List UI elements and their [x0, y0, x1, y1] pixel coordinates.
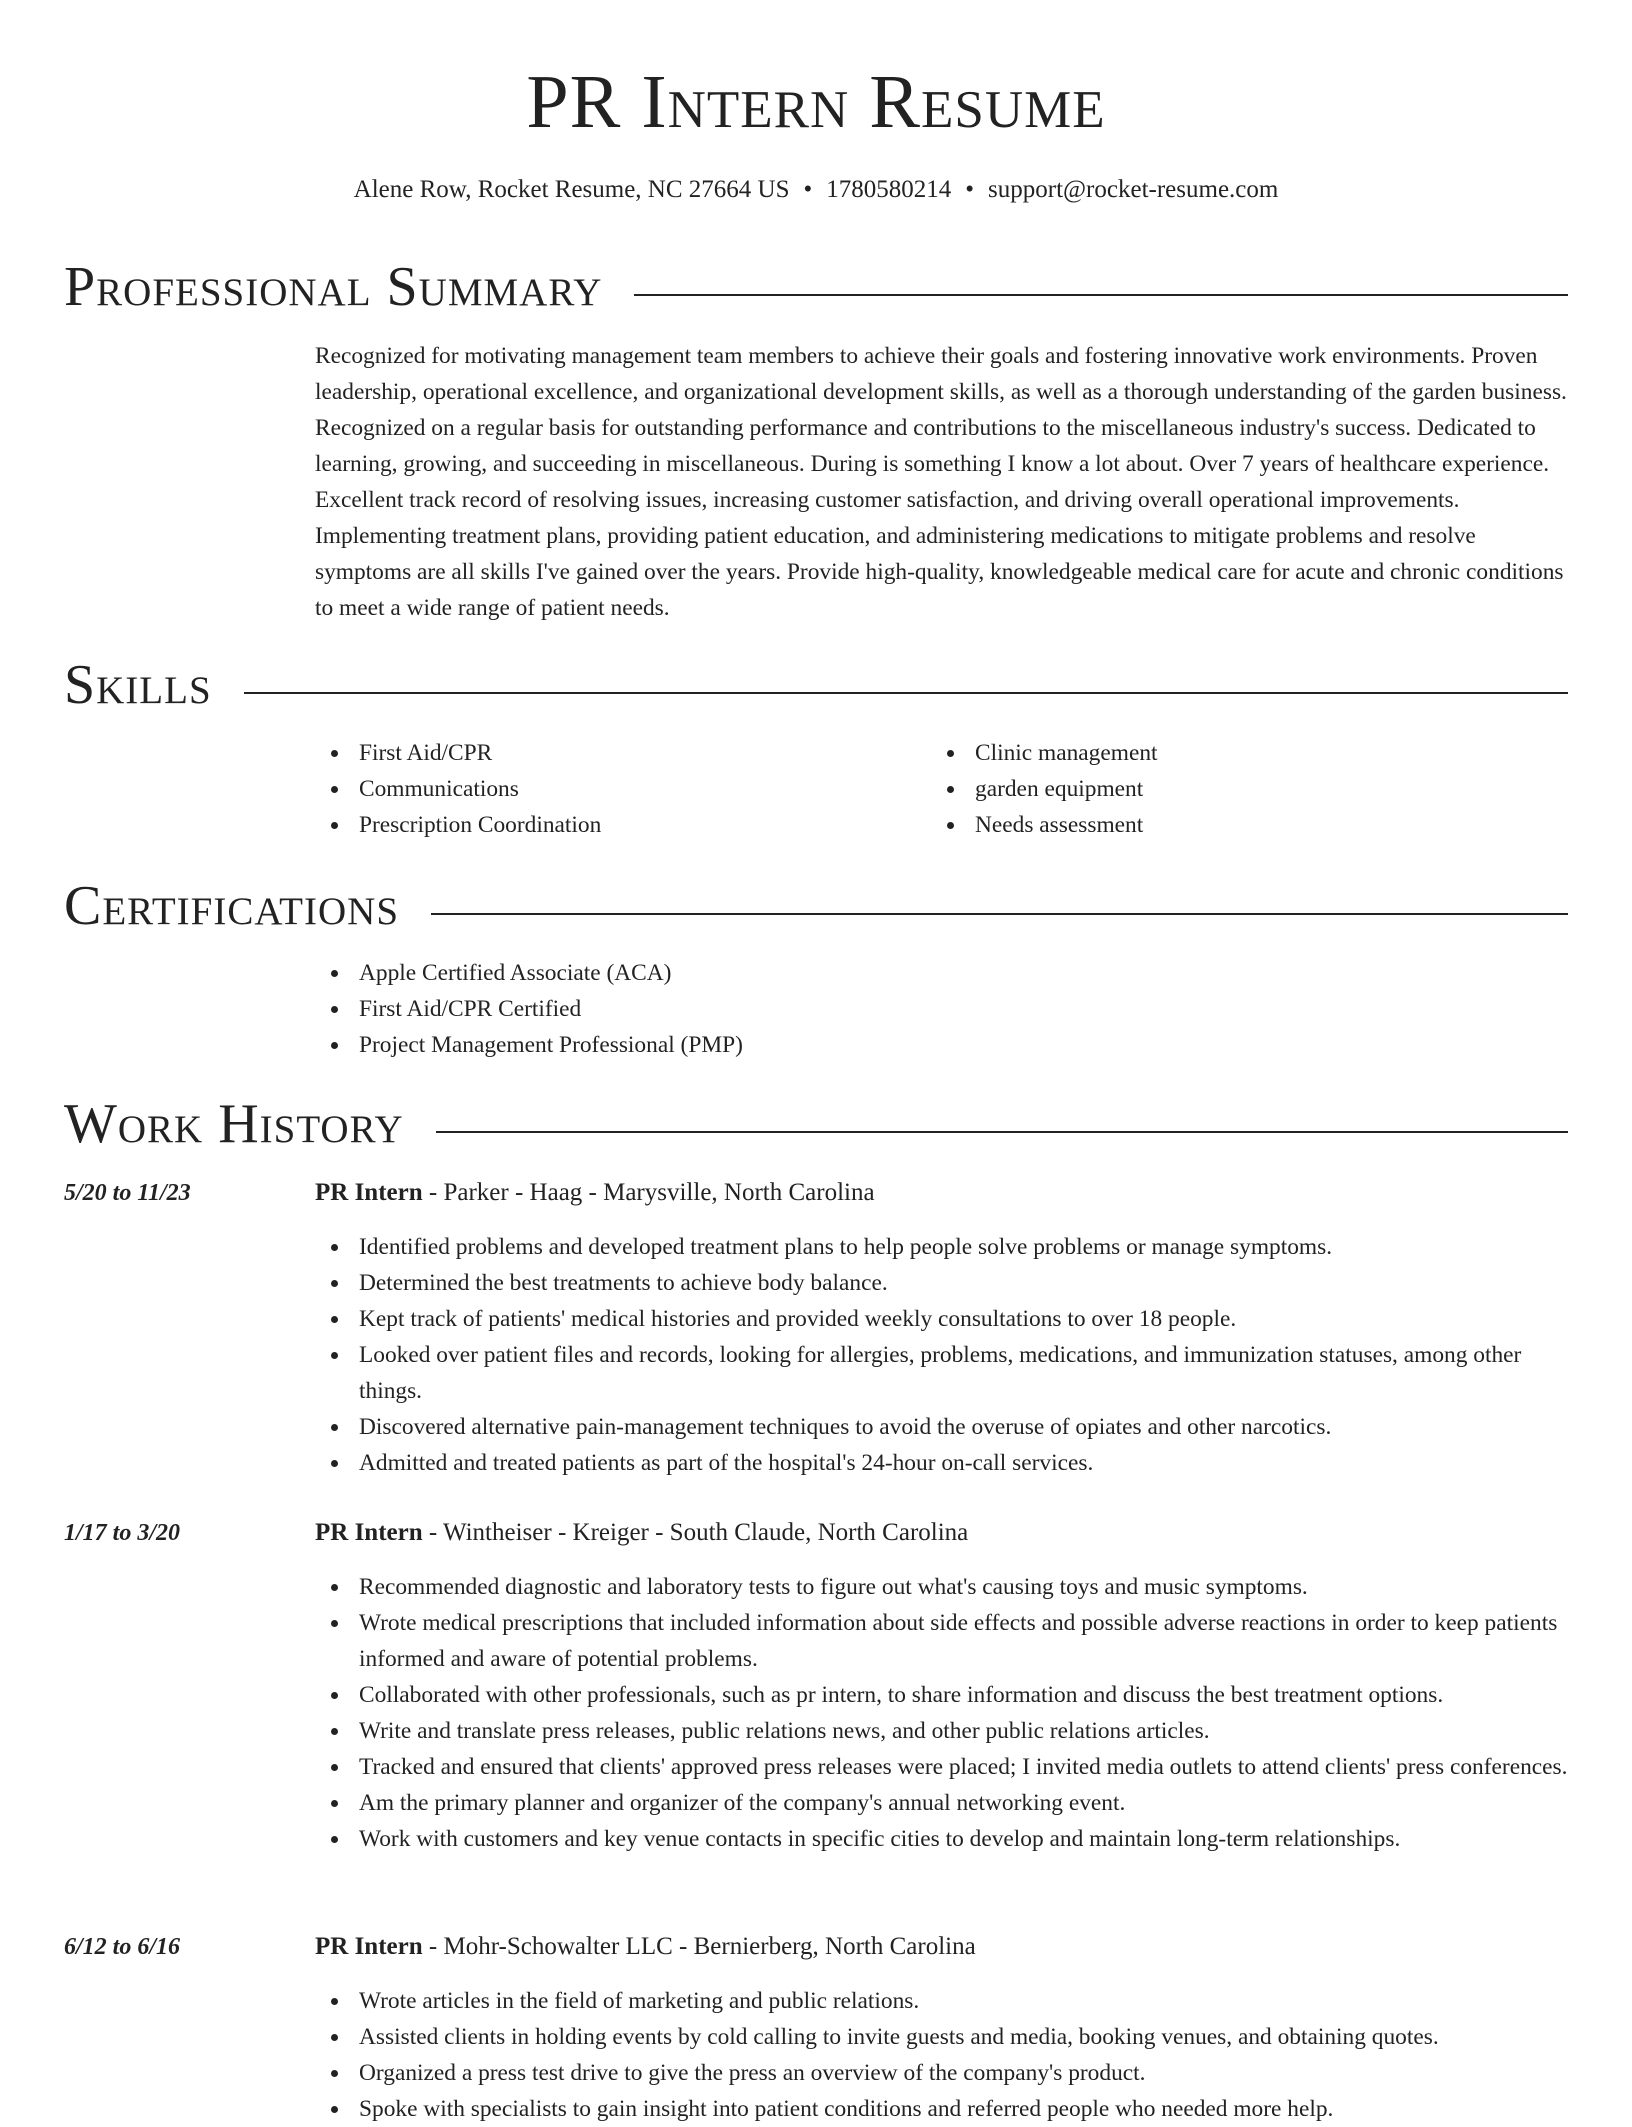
work-duty-item: Looked over patient files and records, looking for allergies, problems, medications, and immunization statuses, among other things.: [315, 1337, 1568, 1409]
work-duty-item: Wrote articles in the field of marketing and public relations.: [315, 1983, 1568, 2019]
work-dates: 5/20 to 11/23: [64, 1180, 191, 1206]
work-section-heading: [64, 1089, 1568, 1159]
work-duty-item: Collaborated with other professionals, such as pr intern, to share information and discuss the best treatment options.: [315, 1677, 1568, 1713]
skills-section-title: Skills: [64, 650, 244, 720]
work-duty-item: Write and translate press releases, public relations news, and other public relations articles.: [315, 1713, 1568, 1749]
work-duties-list: [315, 1983, 1568, 2127]
skills-list-left: [315, 735, 915, 843]
work-duty-item: Tracked and ensured that clients' approved press releases were placed; I invited media outlets to attend clients' press conferences.: [315, 1749, 1568, 1785]
work-duty-item: Kept track of patients' medical histories and provided weekly consultations to over 18 people.: [315, 1301, 1568, 1337]
certification-item: First Aid/CPR Certified: [315, 991, 1215, 1027]
work-role: PR Intern: [315, 1519, 423, 1546]
work-heading: [315, 1175, 875, 1211]
work-heading: [315, 1515, 968, 1551]
work-details: - Parker - Haag - Marysville, North Carolina: [422, 1179, 875, 1206]
contact-separator: •: [965, 176, 975, 203]
skill-item: Clinic management: [931, 735, 1531, 771]
skill-item: Communications: [315, 771, 915, 807]
work-dates: 6/12 to 6/16: [64, 1934, 181, 1960]
certifications-section-title: Certifications: [64, 871, 431, 941]
skills-section-heading: [64, 650, 1568, 720]
summary-section-title: Professional Summary: [64, 252, 634, 322]
skill-item: Needs assessment: [931, 807, 1531, 843]
skill-item: garden equipment: [931, 771, 1531, 807]
work-role: PR Intern: [315, 1933, 423, 1960]
certification-item: Apple Certified Associate (ACA): [315, 955, 1215, 991]
work-details: - Mohr-Schowalter LLC - Bernierberg, North Carolina: [422, 1933, 976, 1960]
work-duty-item: Am the primary planner and organizer of the company's annual networking event.: [315, 1785, 1568, 1821]
work-duty-item: Spoke with specialists to gain insight into patient conditions and referred people who needed more help.: [315, 2091, 1568, 2127]
contact-address: Alene Row, Rocket Resume, NC 27664 US: [353, 176, 790, 203]
work-duty-item: Work with customers and key venue contacts in specific cities to develop and maintain long-term relationships.: [315, 1821, 1568, 1857]
summary-paragraph: Recognized for motivating management team members to achieve their goals and fostering innovative work environments. Proven leadership, operational excellence, and organizational development skills, as well as a thorough understanding of the garden business. Recognized on a regular basis for outstanding performance and contributions to the miscellaneous industry's success. Dedicated to learning, growing, and succeeding in miscellaneous. During is something I know a lot about. Over 7 years of healthcare experience. Excellent track record of resolving issues, increasing customer satisfaction, and driving overall operational improvements. Implementing treatment plans, providing patient education, and administering medications to mitigate problems and resolve symptoms are all skills I've gained over the years. Provide high-quality, knowledgeable medical care for acute and chronic conditions to meet a wide range of patient needs.: [315, 343, 1567, 621]
contact-line: [0, 174, 1632, 206]
certifications-section-heading: [64, 871, 1568, 941]
skill-item: Prescription Coordination: [315, 807, 915, 843]
work-details: - Wintheiser - Kreiger - South Claude, North Carolina: [422, 1519, 969, 1546]
contact-phone: 1780580214: [826, 176, 952, 203]
work-heading: [315, 1929, 976, 1965]
certifications-list: [315, 955, 1215, 1063]
work-duty-item: Identified problems and developed treatment plans to help people solve problems or manage symptoms.: [315, 1229, 1568, 1265]
work-duty-item: Wrote medical prescriptions that included information about side effects and possible adverse reactions in order to keep patients informed and aware of potential problems.: [315, 1605, 1568, 1677]
section-divider: [64, 692, 1568, 694]
work-duty-item: Determined the best treatments to achieve body balance.: [315, 1265, 1568, 1301]
work-duties-list: [315, 1569, 1568, 1857]
work-duty-item: Discovered alternative pain-management techniques to avoid the overuse of opiates and other narcotics.: [315, 1409, 1568, 1445]
work-duty-item: Admitted and treated patients as part of the hospital's 24-hour on-call services.: [315, 1445, 1568, 1481]
skill-item: First Aid/CPR: [315, 735, 915, 771]
work-dates: 1/17 to 3/20: [64, 1520, 181, 1546]
work-section-title: Work History: [64, 1089, 436, 1159]
work-duty-item: Organized a press test drive to give the press an overview of the company's product.: [315, 2055, 1568, 2091]
certification-item: Project Management Professional (PMP): [315, 1027, 1215, 1063]
contact-email: support@rocket-resume.com: [988, 176, 1279, 203]
work-duty-item: Recommended diagnostic and laboratory tests to figure out what's causing toys and music symptoms.: [315, 1569, 1568, 1605]
work-role: PR Intern: [315, 1179, 423, 1206]
resume-title: PR Intern Resume: [526, 60, 1106, 144]
summary-section-heading: [64, 252, 1568, 322]
contact-separator: •: [803, 176, 813, 203]
work-duty-item: Assisted clients in holding events by cold calling to invite guests and media, booking venues, and obtaining quotes.: [315, 2019, 1568, 2055]
work-duties-list: [315, 1229, 1568, 1481]
skills-list-right: [931, 735, 1531, 843]
